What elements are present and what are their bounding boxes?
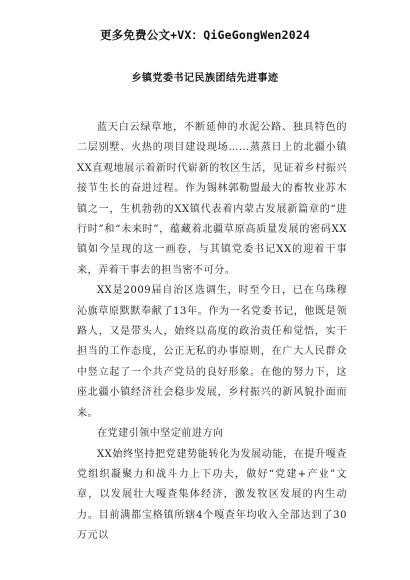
- promo-header: 更多免费公文+VX：QiGeGongWen2024: [99, 28, 311, 42]
- section-heading: 在党建引领中坚定前进方向: [97, 428, 224, 440]
- body-paragraph: XX是2009届自治区选调生，时至今日，已在乌珠穆沁旗草原默默奉献了13年。作为一名党委书记，他既是领路人，又是带头人，始终以高度的政治责任和觉悟，实干担当的工作态度，公正无私的办事原则，在广大人民群众中竖立起了一个共产党员的良好形象。在他的努力下，这座北疆小镇经济社会稳步发展，乡村振兴的新风貌扑面而来。: [77, 285, 347, 419]
- body-paragraph: XX始终坚持把党建势能转化为发展动能，在提升嘎查党组织凝聚力和战斗力上下功夫，做好“党建+产业”文章，以发展壮大嘎查集体经济，激发牧区发展的内生动力。目前满都宝格镇所辖4个嘎查年均收入全部达到了30万元以: [77, 448, 347, 542]
- body-paragraph: 蓝天白云绿草地，不断延伸的水泥公路、独具特色的二层别墅、火热的项目建设现场……蒸蒸日上的北疆小镇XX直观地展示着新时代崭新的牧区生活，见证着乡村振兴接节生长的奋进过程。作为锡林郭勒盟最大的畜牧业苏木镇之一，生机勃勃的XX镇代表着内蒙古发展新篇章的“进行时”和“未来时”，蕴藏着北疆草原高质量发展的密码XX镇如今呈现的这一画卷，与其镇党委书记XX的迎着干事来，弄着干事去的担当密不可分。: [77, 122, 347, 276]
- document-title: 乡镇党委书记民族团结先进事迹: [131, 73, 279, 84]
- document-body: [77, 118, 347, 547]
